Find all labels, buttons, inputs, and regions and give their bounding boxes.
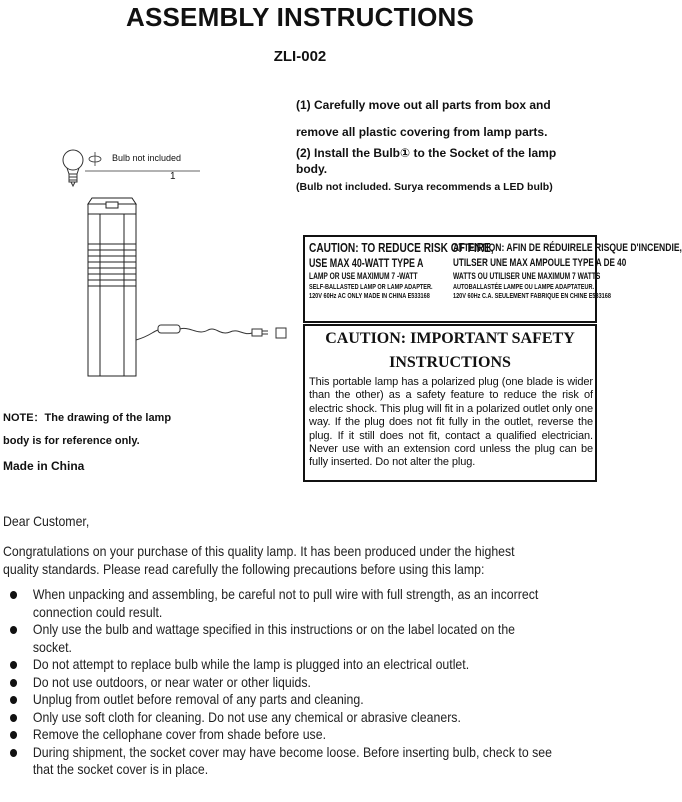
letter-intro-line-1: Congratulations on your purchase of this quality lamp. It has been produced under the highest	[3, 543, 515, 559]
power-cord	[136, 325, 286, 340]
list-item: Do not attempt to replace bulb while the lamp is plugged into an electrical outlet.	[10, 656, 556, 674]
caution-header-en: CAUTION: TO REDUCE RISK OF FIRE,	[309, 240, 494, 255]
precautions-list	[10, 586, 556, 779]
list-item: During shipment, the socket cover may have become loose. Before inserting bulb, check to see that the socket cover is in place.	[10, 744, 556, 779]
page-title: ASSEMBLY INSTRUCTIONS	[125, 2, 475, 32]
bullet-icon	[10, 696, 17, 704]
note-line-1: NOTE：The drawing of the lamp	[3, 412, 172, 424]
letter-greeting: Dear Customer,	[3, 513, 90, 529]
caution-line-en-1: USE MAX 40-WATT TYPE A	[309, 256, 424, 270]
safety-instructions-box	[303, 324, 597, 482]
note-line-2: body is for reference only.	[3, 435, 140, 447]
caution-line-en-3: SELF-BALLASTED LAMP OR LAMP ADAPTER.	[309, 281, 433, 291]
caution-line-fr-3: AUTOBALLASTÉE LAMPE OU LAMPE ADAPTATEUR.	[453, 281, 595, 291]
part-number: 1	[170, 171, 176, 182]
list-item: Only use soft cloth for cleaning. Do not use any chemical or abrasive cleaners.	[10, 709, 556, 727]
step-2-note: (Bulb not included. Surya recommends a LED bulb)	[296, 181, 553, 193]
model-number: ZLI-002	[273, 48, 327, 65]
bullet-icon	[10, 679, 17, 687]
list-item: Remove the cellophane cover from shade before use.	[10, 726, 556, 744]
step-2-line-1: (2) Install the Bulb① to the Socket of the lamp	[296, 146, 557, 160]
caution-label-french	[453, 241, 682, 300]
made-in-label: Made in China	[3, 459, 85, 473]
caution-line-fr-1: UTILSER UNE MAX AMPOULE TYPE A DE 40	[453, 257, 627, 269]
bullet-icon	[10, 661, 17, 669]
bullet-icon	[10, 591, 17, 599]
rotate-arrow-icon	[89, 152, 101, 166]
list-item: Only use the bulb and wattage specified in this instructions or on the label located on the socket.	[10, 621, 556, 656]
bullet-icon	[10, 731, 17, 739]
caution-line-en-4: 120V 60Hz AC ONLY MADE IN CHINA E533168	[309, 290, 430, 300]
step-2-line-2: body.	[296, 162, 328, 176]
step-1-line-1: (1) Carefully move out all parts from box and	[296, 98, 551, 112]
caution-line-fr-4: 120V 60Hz C.A. SEULEMENT FABRIQUE EN CHINE E533168	[453, 290, 611, 300]
caution-label-english	[309, 240, 494, 300]
bullet-icon	[10, 714, 17, 722]
bullet-icon	[10, 626, 17, 634]
lamp-body	[88, 198, 136, 376]
safety-body: This portable lamp has a polarized plug (one blade is wider than the other) as a safety feature to reduce the risk of electric shock. This plug will fit in a polarized outlet only one way. If the plug does not fit fully in the outlet, reverse the plug. If it still does not fit, contact a qualified electrician. Never use with an extension cord unless the plug can be fully inserted. Do not alter the plug.	[309, 376, 593, 469]
list-item: Unplug from outlet before removal of any parts and cleaning.	[10, 691, 556, 709]
caution-label	[303, 235, 682, 323]
caution-header-fr: ATTENTION: AFIN DE RÉDUIRELE RISQUE D'INCENDIE,	[453, 242, 682, 254]
letter-intro-line-2: quality standards. Please read carefully the following precautions before using this lamp:	[3, 561, 485, 577]
bulb-label: Bulb not included	[112, 153, 182, 163]
caution-line-en-2: LAMP OR USE MAXIMUM 7 -WATT	[309, 271, 418, 281]
bullet-icon	[10, 749, 17, 757]
list-item: Do not use outdoors, or near water or other liquids.	[10, 674, 556, 692]
safety-title-line-2: INSTRUCTIONS	[389, 354, 511, 371]
step-1-line-2: remove all plastic covering from lamp parts.	[296, 125, 548, 139]
safety-title-line-1: CAUTION: IMPORTANT SAFETY	[325, 330, 575, 347]
caution-line-fr-2: WATTS OU UTILISER UNE MAXIMUM 7 WATTS	[453, 271, 601, 281]
bulb-icon	[63, 150, 83, 186]
list-item: When unpacking and assembling, be careful not to pull wire with full strength, as an incorrect connection could result.	[10, 586, 556, 621]
